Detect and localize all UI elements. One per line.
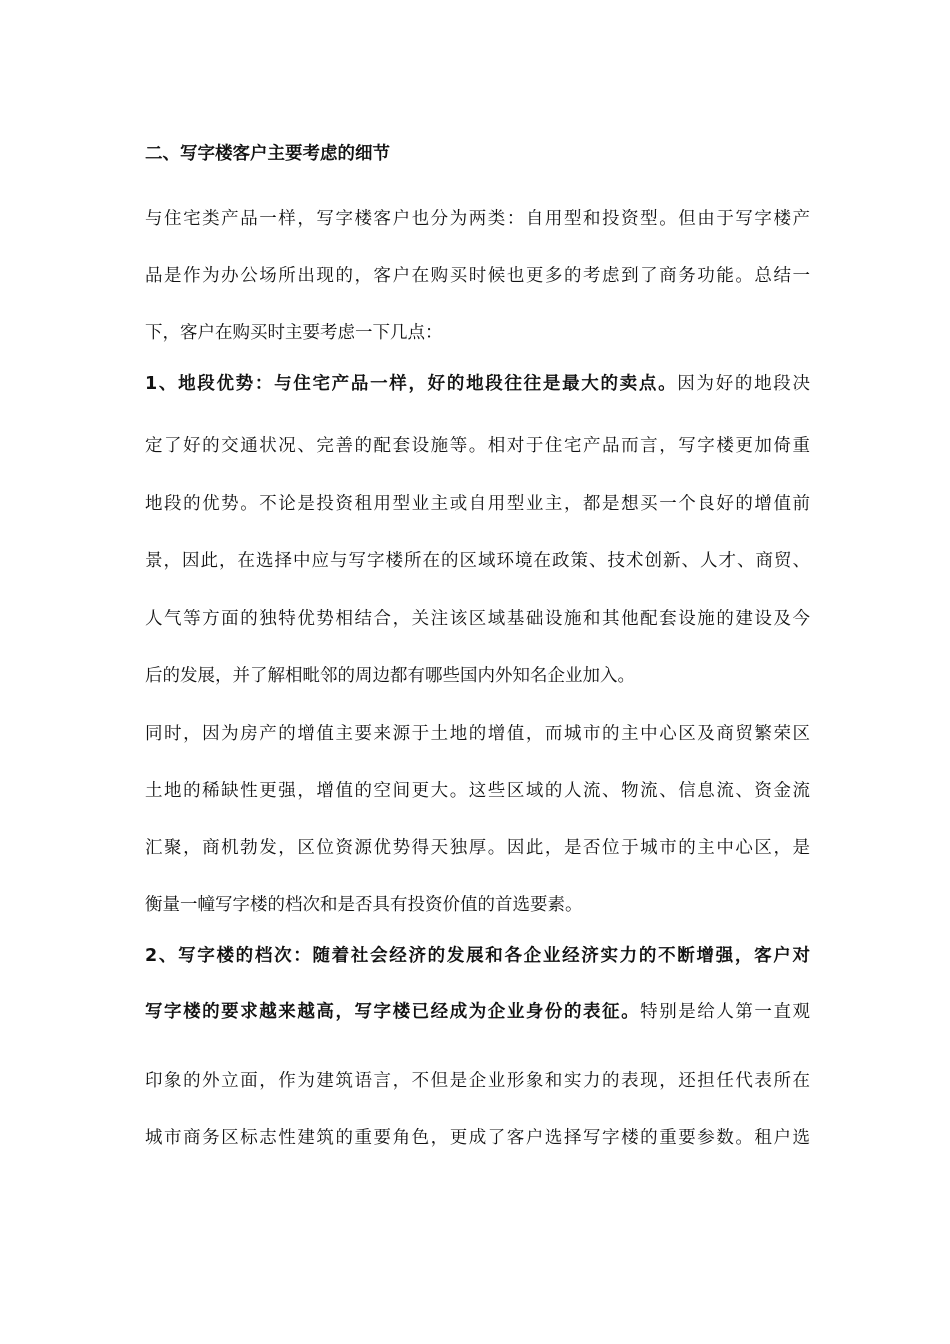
point1-cont-line-2: 土地的稀缺性更强，增值的空间更大。这些区域的人流、物流、信息流、资金流 — [145, 781, 810, 801]
point1-cont-line-3: 汇聚，商机勃发，区位资源优势得天独厚。因此，是否位于城市的主中心区，是 — [145, 838, 810, 858]
point1-line-1 — [145, 372, 810, 396]
point1-line-5: 人气等方面的独特优势相结合，关注该区域基础设施和其他配套设施的建设及今 — [145, 609, 810, 629]
point1-cont-line-4: 衡量一幢写字楼的档次和是否具有投资价值的首选要素。 — [145, 895, 583, 915]
point1-line-6: 后的发展，并了解相毗邻的周边都有哪些国内外知名企业加入。 — [145, 666, 635, 686]
point1-line-1-rest: 因为好的地段决 — [677, 374, 810, 394]
intro-line-1: 与住宅类产品一样，写字楼客户也分为两类：自用型和投资型。但由于写字楼产 — [145, 209, 810, 229]
point1-cont-line-1: 同时，因为房产的增值主要来源于土地的增值，而城市的主中心区及商贸繁荣区 — [145, 724, 810, 744]
point1-line-2: 定了好的交通状况、完善的配套设施等。相对于住宅产品而言，写字楼更加倚重 — [145, 436, 810, 456]
point2-line-4: 城市商务区标志性建筑的重要角色，更成了客户选择写字楼的重要参数。租户选 — [145, 1128, 810, 1148]
point1-line-4: 景，因此，在选择中应与写字楼所在的区域环境在政策、技术创新、人才、商贸、 — [145, 551, 810, 571]
point2-bold-line-1: 2、写字楼的档次：随着社会经济的发展和各企业经济实力的不断增强，客户对 — [145, 946, 810, 966]
point2-line-3: 印象的外立面，作为建筑语言，不但是企业形象和实力的表现，还担任代表所在 — [145, 1071, 810, 1091]
intro-line-2: 品是作为办公场所出现的，客户在购买时候也更多的考虑到了商务功能。总结一 — [145, 266, 810, 286]
intro-line-3: 下，客户在购买时主要考虑一下几点： — [145, 323, 443, 343]
point2-line-2-rest: 特别是给人第一直观 — [640, 1002, 810, 1022]
point1-line-3: 地段的优势。不论是投资租用型业主或自用型业主，都是想买一个良好的增值前 — [145, 494, 810, 514]
point1-bold-lead: 1、地段优势：与住宅产品一样，好的地段往往是最大的卖点。 — [145, 374, 678, 394]
section-title: 二、写字楼客户主要考虑的细节 — [145, 144, 390, 164]
point2-line-2 — [145, 1000, 810, 1024]
point2-bold-line-2: 写字楼的要求越来越高，写字楼已经成为企业身份的表征。 — [145, 1002, 641, 1022]
